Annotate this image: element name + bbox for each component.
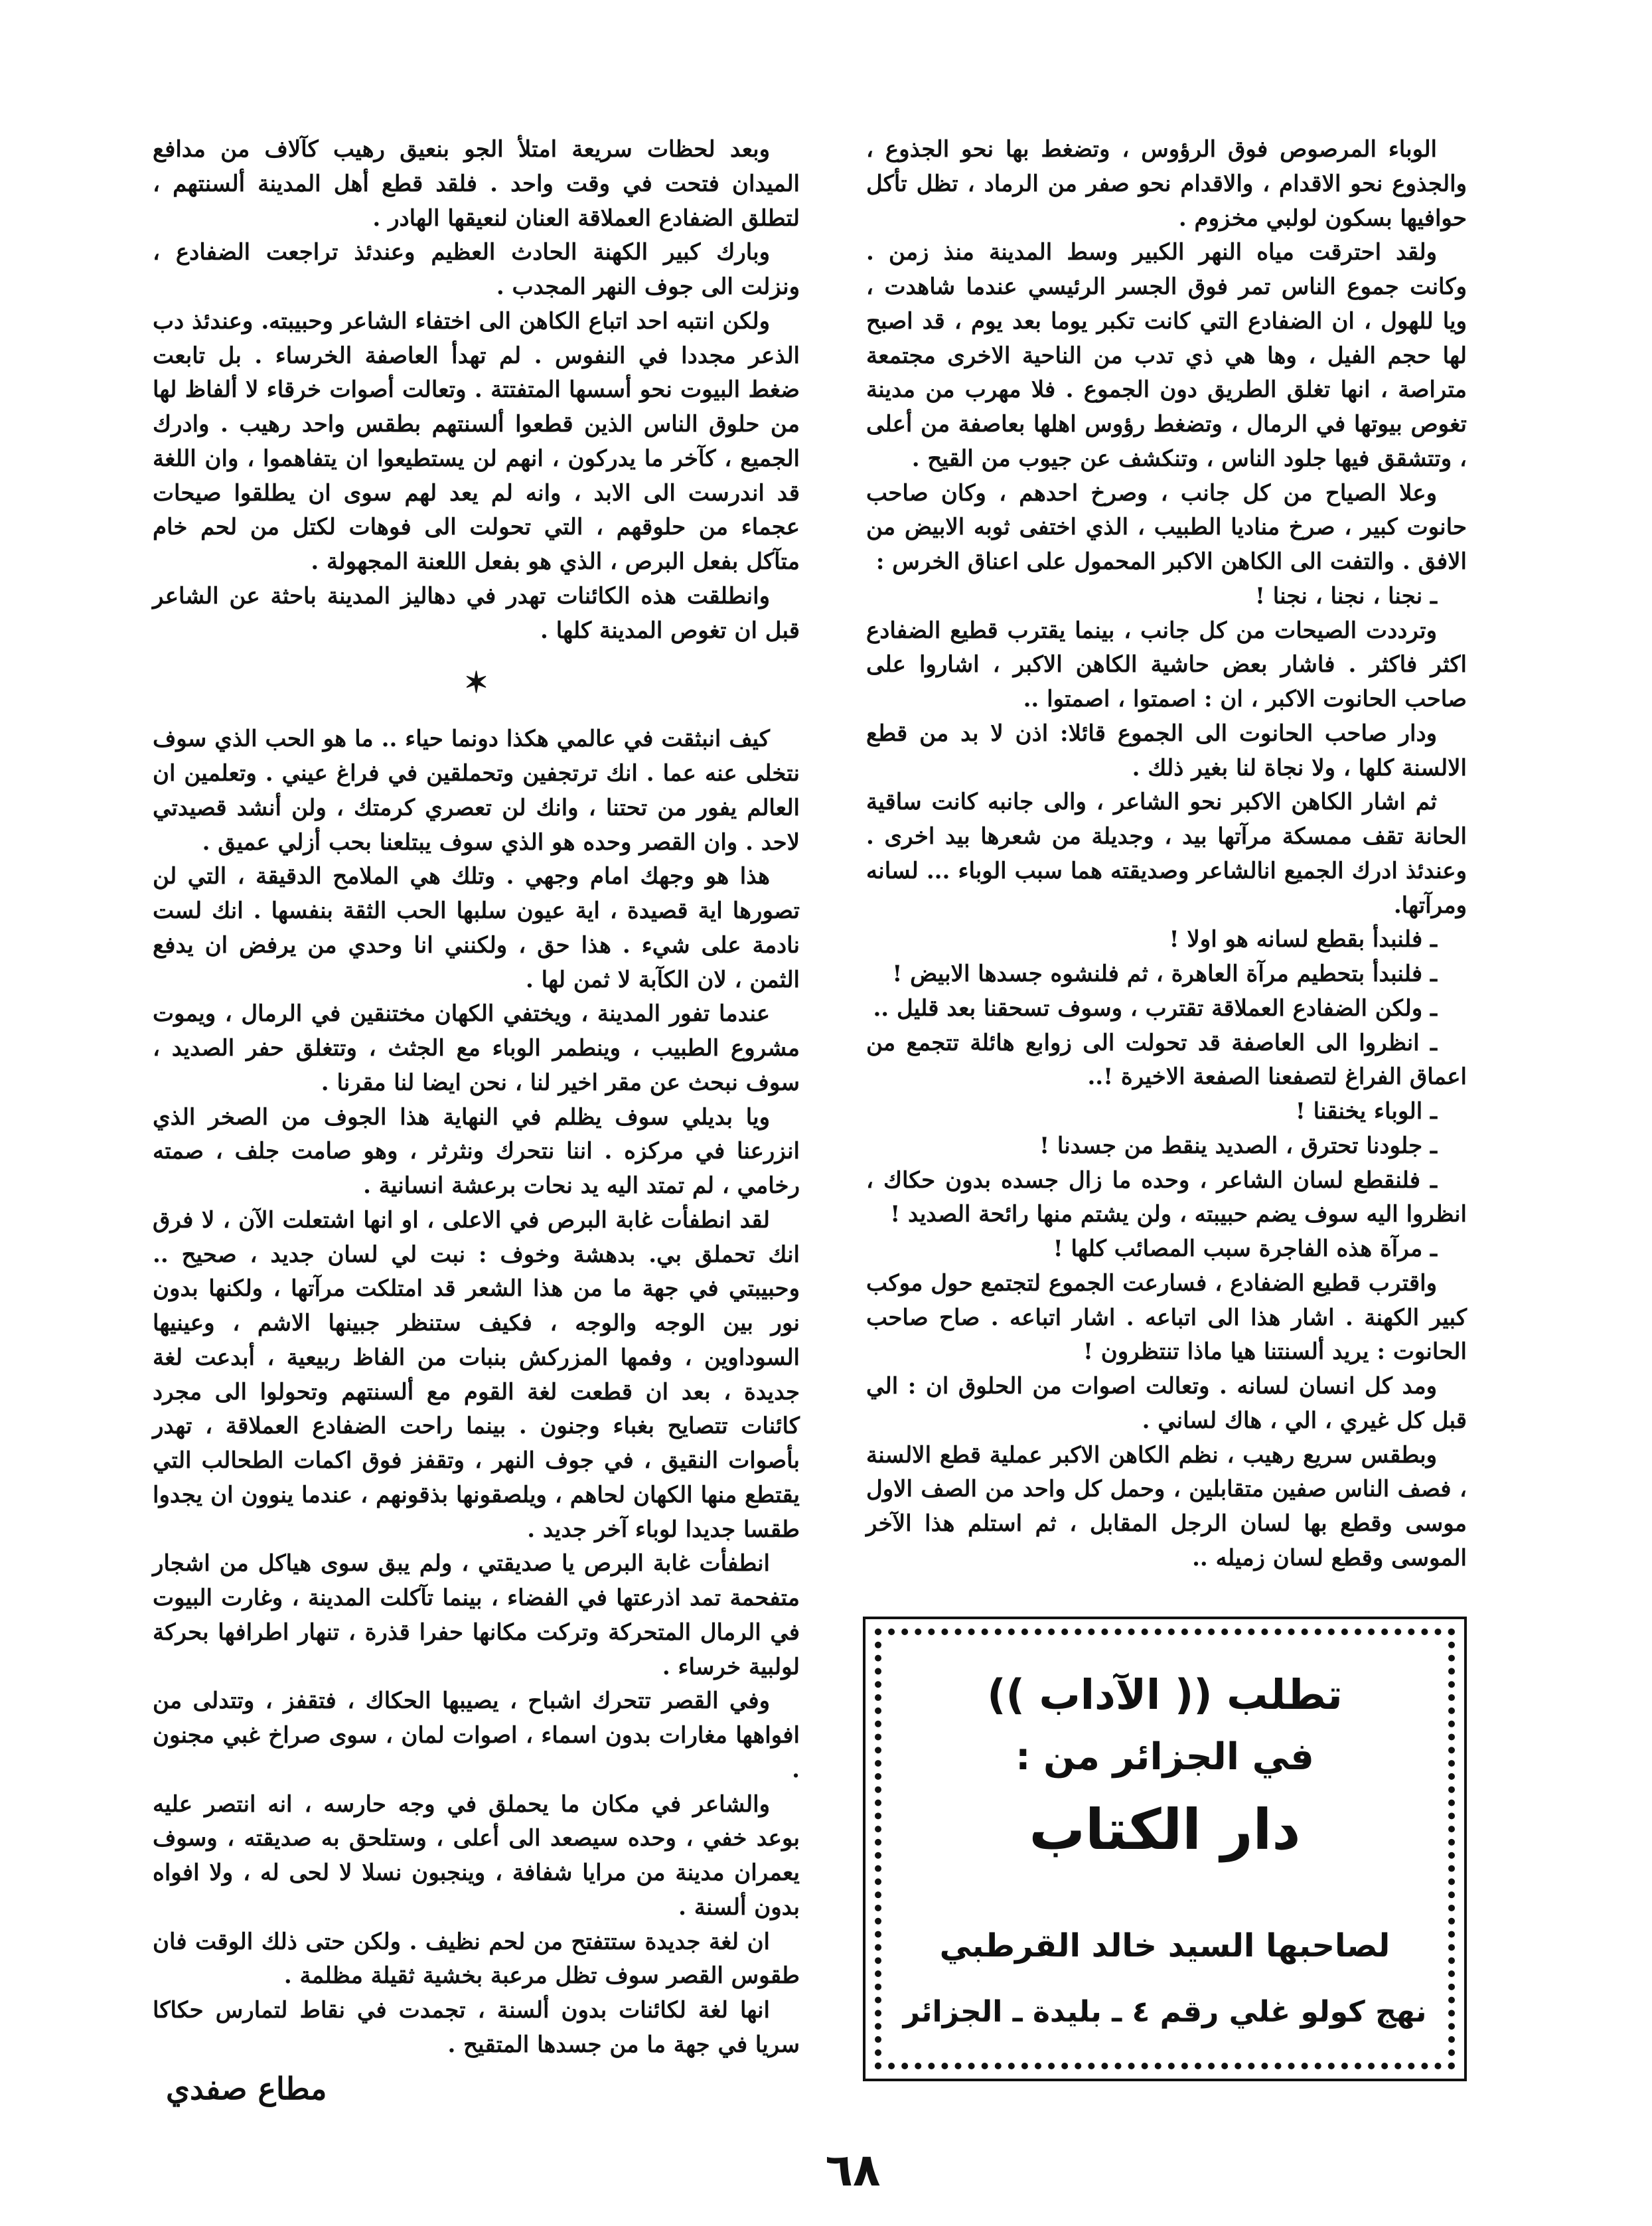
article-paragraph: ثم اشار الكاهن الاكبر نحو الشاعر ، والى جانبه كانت ساقية الحانة تقف ممسكة مرآتها بيد ، وجديلة من شعرها بيد اخرى . وعندئذ ادرك الجميع انالشاعر وصديقته هما سبب الوباء ... لسانه ومرآتها. <box>866 789 1467 919</box>
ad-address: نهج كولو غلي رقم ٤ ـ بليدة ـ الجزائر <box>903 1995 1427 2029</box>
article-paragraph: ـ نجنا ، نجنا ، نجنا ! <box>1255 582 1437 609</box>
article-paragraph: وبارك كبير الكهنة الحادث العظيم وعندئذ تراجعت الضفادع ، ونزلت الى جوف النهر المجدب . <box>153 239 800 300</box>
article-paragraph: كيف انبثقت في عالمي هكذا دونما حياء .. ما هو الحب الذي سوف نتخلى عنه عما . انك ترتجفين وتحملقين في فراغ عيني . وتعلمين ان العالم يفور من تحتنا ، وانك لن تعصري كرمتك ، ولن أنشد قصيدتي لاحد . وان القصر وحده هو الذي سوف يبتلعنا بحب أزلي عميق . <box>153 726 800 856</box>
advertisement-dotted-frame <box>875 1629 1455 2069</box>
article-paragraph: وبطقس سريع رهيب ، نظم الكاهن الاكبر عملية قطع الالسنة ، فصف الناس صفين متقابلين ، وحمل كل واحد من الصف الاول موسى وقطع بها لسان الرجل المقابل ، ثم استلم هذا الآخر الموسى وقطع لسان زميله .. <box>866 1441 1467 1571</box>
article-paragraph: وعلا الصياح من كل جانب ، وصرخ احدهم ، وكان صاحب حانوت كبير ، صرخ مناديا الطبيب ، الذي اختفى ثوبه الابيض من الافق . والتفت الى الكاهن الاكبر المحمول على اعناق الخرس : <box>866 479 1467 575</box>
ad-location: في الجزائر من : <box>1015 1735 1314 1779</box>
article-paragraph: عندما تفور المدينة ، ويختفي الكهان مختنقين في الرمال ، ويموت مشروع الطبيب ، وينطمر الوباء مع الجثث ، وتتغلق حفر الصديد ، سوف نبحث عن مقر اخير لنا ، نحن ايضا لنا مقرنا . <box>153 1000 800 1096</box>
article-paragraph: ـ الوباء يخنقنا ! <box>1295 1098 1437 1125</box>
article-paragraph: ان لغة جديدة ستتفتح من لحم نظيف . ولكن حتى ذلك الوقت فان طقوس القصر سوف تظل مرعبة بخشية ثقيلة مظلمة . <box>153 1928 800 1990</box>
article-paragraph: وانطلقت هذه الكائنات تهدر في دهاليز المدينة باحثة عن الشاعر قبل ان تغوص المدينة كلها . <box>153 582 800 644</box>
article-paragraph: ودار صاحب الحانوت الى الجموع قائلا: اذن لا بد من قطع الالسنة كلها ، ولا نجاة لنا بغير ذلك . <box>866 720 1467 781</box>
article-paragraph: ـ فلنبدأ بتحطيم مرآة العاهرة ، ثم فلنشوه جسدها الابيض ! <box>892 961 1437 987</box>
article-paragraph: الوباء المرصوص فوق الرؤوس ، وتضغط بها نحو الجذوع ، والجذوع نحو الاقدام ، والاقدام نحو صفر من الرماد ، تظل تأكل حوافيها بسكون لولبي مخزوم . <box>866 136 1467 232</box>
article-paragraph: ـ جلودنا تحترق ، الصديد ينقط من جسدنا ! <box>1039 1132 1437 1159</box>
article-paragraph: وفي القصر تتحرك اشباح ، يصيبها الحكاك ، فتقفز ، وتتدلى من افواهها مغارات بدون اسماء ، اصوات لمان ، سوى صراخ غبي مجنون . <box>153 1688 800 1783</box>
left-column-top-text <box>153 133 800 648</box>
article-paragraph: ولقد احترقت مياه النهر الكبير وسط المدينة منذ زمن . وكانت جموع الناس تمر فوق الجسر الرئيسي عندما شاهدت ، ويا للهول ، ان الضفادع التي كانت تكبر يوما بعد يوم ، قد اصبح لها حجم الفيل ، وها هي ذي تدب من الناحية الاخرى مجتمعة متراصة ، انها تغلق الطريق دون الجموع . فلا مهرب من مدينة تغوص بيوتها في الرمال ، وتضغط رؤوس اهلها بعاصفة من أعلى ، وتتشقق فيها جلود الناس ، وتنكشف عن جيوب من القيح . <box>866 239 1467 472</box>
bookstore-advertisement <box>863 1617 1467 2081</box>
left-column <box>153 133 800 2106</box>
article-paragraph: ومد كل انسان لسانه . وتعالت اصوات من الحلوق ان : الي قبل كل غيري ، الي ، هاك لساني . <box>866 1373 1467 1434</box>
ad-store-name: دار الكتاب <box>1029 1797 1301 1862</box>
article-paragraph: لقد انطفأت غابة البرص في الاعلى ، او انها اشتعلت الآن ، لا فرق انك تحملق بي. بدهشة وخوف : نبت لي لسان جديد ، صحيح .. وحبيبتي في جهة ما من هذا الشعر قد امتلكت مرآتها ، ولكنها بدون نور بين الوجه والوجه ، فكيف ستنظر جبينها الاشم ، وعينيها السوداوين ، وفمها المزركش بنبات من الفاظ ربيعية ، أبدعت لغة جديدة ، بعد ان قطعت لغة القوم مع ألسنتهم وتحولوا الى مجرد كائنات تتصايح بغباء وجنون . بينما راحت الضفادع العملاقة ، تهدر بأصوات النقيق ، في جوف النهر ، وتقفز فوق اكمات الطحالب التي يقتطع منها الكهان لحاهم ، ويلصقونها بذقونهم ، عندما ينوون ان يجدوا طقسا جديدا لوباء آخر جديد . <box>153 1206 800 1543</box>
article-paragraph: ويا بديلي سوف يظلم في النهاية هذا الجوف من الصخر الذي انزرعنا في مركزه . اننا نتحرك ونثرثر ، وهو صامت جلف ، صمته رخامي ، لم تمتد اليه يد نحات برعشة انسانية . <box>153 1103 800 1199</box>
section-break-star-icon: ✶ <box>464 666 488 700</box>
article-paragraph: ـ ولكن الضفادع العملاقة تقترب ، وسوف تسحقنا بعد قليل .. <box>873 994 1437 1022</box>
article-paragraph: انطفأت غابة البرص يا صديقتي ، ولم يبق سوى هياكل من اشجار متفحمة تمد اذرعتها في الفضاء ، بينما تآكلت المدينة ، وغارت البيوت في الرمال المتحركة وتركت مكانها حفرا قذرة ، تنهار اطرافها بحركة لولبية خرساء . <box>153 1550 800 1680</box>
left-column-bottom-text <box>153 722 800 2062</box>
article-paragraph: ـ فلنقطع لسان الشاعر ، وحده ما زال جسده بدون حكاك ، انظروا اليه سوف يضم حبيبته ، ولن يشتم منها رائحة الصديد ! <box>866 1166 1467 1228</box>
article-paragraph: ـ مرآة هذه الفاجرة سبب المصائب كلها ! <box>1053 1235 1437 1262</box>
article-paragraph: وترددت الصيحات من كل جانب ، بينما يقترب قطيع الضفادع اكثر فاكثر . فاشار بعض حاشية الكاهن الاكبر ، اشاروا على صاحب الحانوت الاكبر ، ان : اصمتوا ، اصمتوا .. <box>866 617 1467 712</box>
article-paragraph: هذا هو وجهك امام وجهي . وتلك هي الملامح الدقيقة ، التي لن تصورها اية قصيدة ، اية عيون سلبها الحب الثقة بنفسها . انك لست نادمة على شيء . هذا حق ، ولكنني انا وحدي من يرفض ان يدفع الثمن ، لان الكآبة لا ثمن لها . <box>153 863 800 993</box>
article-paragraph: والشاعر في مكان ما يحملق في وجه حارسه ، انه انتصر عليه بوعد خفي ، وحده سيصعد الى أعلى ، وستلحق به صديقته ، وسوف يعمران مدينة من مرايا شفافة ، وينجبون نسلا لا لحى له ، ولا افواه بدون ألسنة . <box>153 1790 800 1921</box>
ad-owner: لصاحبها السيد خالد القرطبي <box>939 1927 1390 1964</box>
author-signature: مطاع صفدي <box>166 2070 327 2107</box>
article-paragraph: وبعد لحظات سريعة امتلأ الجو بنعيق رهيب كآلاف من مدافع الميدان فتحت في وقت واحد . فلقد قطع أهل المدينة ألسنتهم ، لتطلق الضفادع العملاقة العنان لنعيقها الهادر . <box>153 136 800 232</box>
article-paragraph: واقترب قطيع الضفادع ، فسارعت الجموع لتجتمع حول موكب كبير الكهنة . اشار هذا الى اتباعه . اشار اتباعه . صاح صاحب الحانوت : يريد ألسنتنا هيا ماذا تنتظرون ! <box>866 1269 1467 1366</box>
article-paragraph: ولكن انتبه احد اتباع الكاهن الى اختفاء الشاعر وحبيبته. وعندئذ دب الذعر مجددا في النفوس . لم تهدأ العاصفة الخرساء . بل تابعت ضغط البيوت نحو أسسها المتفتتة . وتعالت أصوات خرقاء لا ألفاظ لها من حلوق الناس الذين قطعوا ألسنتهم بطقس واحد رهيب . وادرك الجميع ، كآخر ما يدركون ، انهم لن يستطيعوا ان يتفاهموا ، وان اللغة قد اندرست الى الابد ، وانه لم يعد لهم سوى ان يطلقوا صيحات عجماء من حلوقهم ، التي تحولت الى فوهات لكتل من لحم خام متآكل بفعل البرص ، الذي هو بفعل اللعنة المجهولة . <box>153 307 800 575</box>
article-paragraph: انها لغة لكائنات بدون ألسنة ، تجمدت في نقاط لتمارس حكاكا سريا في جهة ما من جسدها المتقيح . <box>153 1997 800 2058</box>
ad-title: تطلب (( الآداب )) <box>987 1670 1343 1719</box>
article-paragraph: ـ انظروا الى العاصفة قد تحولت الى زوابع هائلة تتجمع من اعماق الفراغ لتصفعنا الصفعة الاخيرة !.. <box>866 1029 1467 1091</box>
article-paragraph: ـ فلنبدأ بقطع لسانه هو اولا ! <box>1169 926 1437 953</box>
page-number: ٦٨ <box>825 2144 881 2197</box>
right-column <box>866 133 1467 1576</box>
